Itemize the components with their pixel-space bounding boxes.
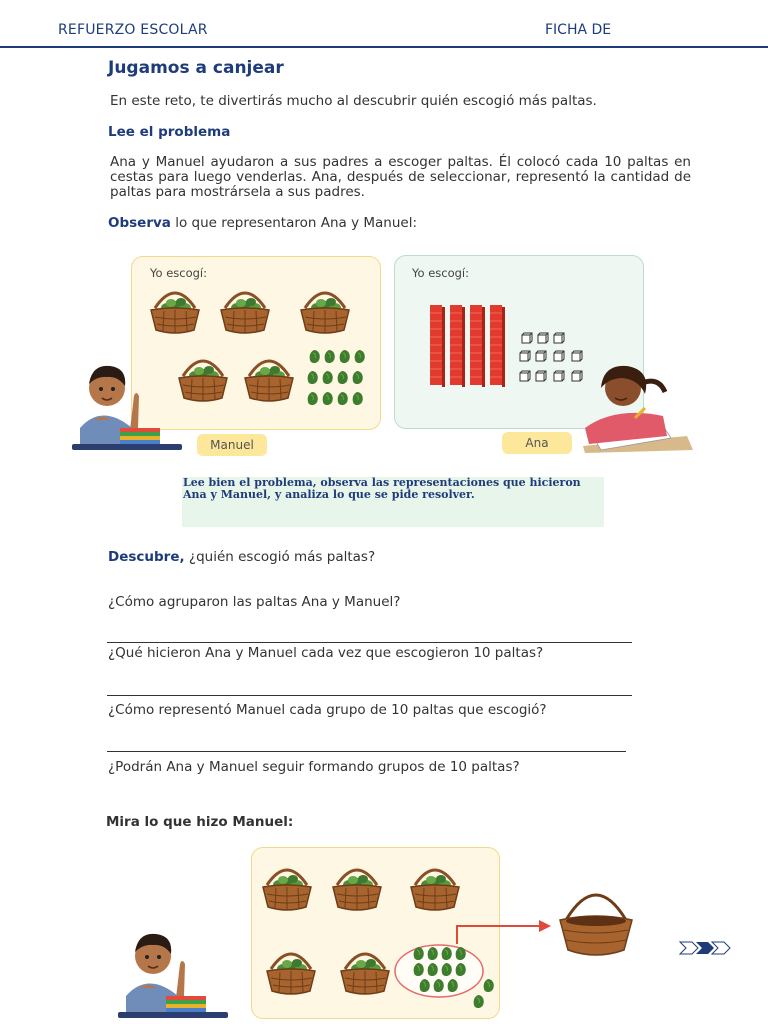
basket-icon xyxy=(301,293,349,333)
discover-bold: Descubre, xyxy=(108,549,185,565)
basket-icon xyxy=(341,954,389,994)
question-4: ¿Podrán Ana y Manuel seguir formando grupos de 10 paltas? xyxy=(108,759,520,775)
section-heading-problem: Lee el problema xyxy=(108,124,231,140)
ana-panel-label: Yo escogí: xyxy=(412,266,469,280)
basket-icon xyxy=(245,361,293,401)
header-divider xyxy=(0,46,768,48)
answer-line-2[interactable] xyxy=(107,695,632,696)
header-sheet-label: FICHA DE xyxy=(545,22,612,38)
observe-rest: lo que representaron Ana y Manuel: xyxy=(170,215,418,231)
next-page-chevrons[interactable] xyxy=(678,940,740,956)
ten-rods-icon xyxy=(430,305,505,387)
manuel-panel-label: Yo escogí: xyxy=(150,266,207,280)
manuel-boy-illustration-2 xyxy=(110,916,240,1022)
hint-text: Lee bien el problema, observa las representaciones que hicieron Ana y Manuel, y analiza lo que se pide resolver. xyxy=(183,476,581,501)
empty-basket-icon xyxy=(558,880,634,960)
question-2: ¿Qué hicieron Ana y Manuel cada vez que escogieron 10 paltas? xyxy=(108,645,544,661)
answer-line-1[interactable] xyxy=(107,642,632,643)
question-3: ¿Cómo representó Manuel cada grupo de 10 paltas que escogió? xyxy=(108,702,547,718)
basket-icon xyxy=(411,870,459,910)
avocado-icon xyxy=(474,995,484,1008)
observe-bold: Observa xyxy=(108,215,171,231)
intro-text: En este reto, te divertirás mucho al descubrir quién escogió más paltas. xyxy=(110,93,597,109)
basket-icon xyxy=(151,293,199,333)
basket-icon xyxy=(263,870,311,910)
question-1: ¿Cómo agruparon las paltas Ana y Manuel? xyxy=(108,594,401,610)
problem-text: Ana y Manuel ayudaron a sus padres a escoger paltas. Él colocó cada 10 paltas en cestas para luego venderlas. Ana, después de seleccionar, representó la cantidad de paltas para mostrársela a sus padres. xyxy=(110,154,691,200)
page-title: Jugamos a canjear xyxy=(108,58,284,78)
loose-avocados xyxy=(308,350,365,405)
discover-question xyxy=(108,549,375,565)
basket-icon xyxy=(333,870,381,910)
manuel-boy-illustration xyxy=(62,348,192,454)
avocado-icon xyxy=(484,979,494,992)
section-heading-manuel: Mira lo que hizo Manuel: xyxy=(106,814,294,830)
arrow-icon xyxy=(455,910,555,950)
discover-rest: ¿quién escogió más paltas? xyxy=(184,549,376,565)
manuel-name-tag: Manuel xyxy=(197,434,267,456)
observe-instruction xyxy=(108,215,417,231)
basket-icon xyxy=(267,954,315,994)
header-program-label: REFUERZO ESCOLAR xyxy=(58,22,208,38)
ana-name-tag: Ana xyxy=(502,432,572,454)
basket-icon xyxy=(221,293,269,333)
unit-cubes-icon xyxy=(520,333,582,381)
ana-girl-illustration xyxy=(575,358,695,453)
answer-line-3[interactable] xyxy=(107,751,626,752)
